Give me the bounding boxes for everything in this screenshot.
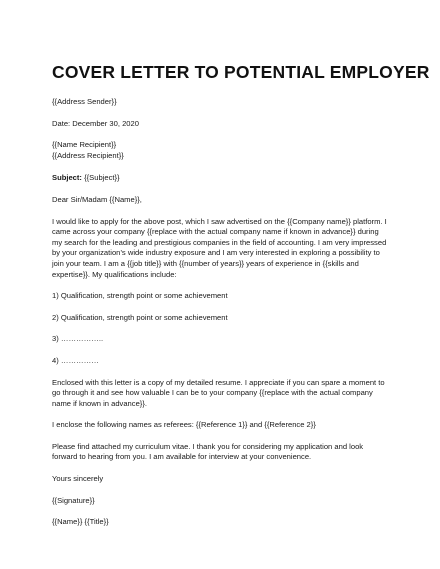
sign-off: Yours sincerely xyxy=(52,474,104,484)
letter-date: Date: December 30, 2020 xyxy=(52,118,139,128)
document-title: COVER LETTER TO POTENTIAL EMPLOYER xyxy=(52,62,430,82)
closing-paragraph: Please find attached my curriculum vitae. I thank you for considering my application and look forward to hearing from you. I am available for interview at your convenience. xyxy=(52,441,364,462)
enclosed-paragraph: Enclosed with this letter is a copy of my detailed resume. I appreciate if you can spare a moment to go through it and see how valuable I can be to your company {{replace with the actual company name if known in advance}}. xyxy=(52,377,385,408)
subject-line xyxy=(52,173,388,184)
qualification-item: 1) Qualification, strength point or some achievement xyxy=(52,291,228,301)
referees-paragraph: I enclose the following names as referees: {{Reference 1}} and {{Reference 2}} xyxy=(52,420,316,430)
subject-label: Subject: xyxy=(52,173,82,183)
qualification-item: 4) …………… xyxy=(52,355,99,365)
qualification-item: 2) Qualification, strength point or some achievement xyxy=(52,312,228,322)
subject-value: {{Subject}} xyxy=(81,173,120,183)
recipient-address: {{Address Recipient}} xyxy=(52,150,124,160)
signature-placeholder: {{Signature}} xyxy=(52,495,95,505)
sender-address: {{Address Sender}} xyxy=(52,97,117,106)
intro-paragraph: I would like to apply for the above post, which I saw advertised on the {{Company name}} platform. I came across your company {{replace with the actual company name if known in advance}} during my search for the leading and prestigious companies in the field of accounting. I am very impressed by your organization’s wide industry exposure and I am very interested in exploring a possibility to join your team. I am a {{job title}} with {{number of years}} years of experience in {{skills and expertise}}. My qualifications include: xyxy=(52,216,387,279)
name-title-placeholder: {{Name}} {{Title}} xyxy=(52,517,109,527)
qualification-item: 3) …………….. xyxy=(52,334,104,344)
recipient-name: {{Name Recipient}} xyxy=(52,140,117,150)
salutation: Dear Sir/Madam {{Name}}, xyxy=(52,194,142,204)
